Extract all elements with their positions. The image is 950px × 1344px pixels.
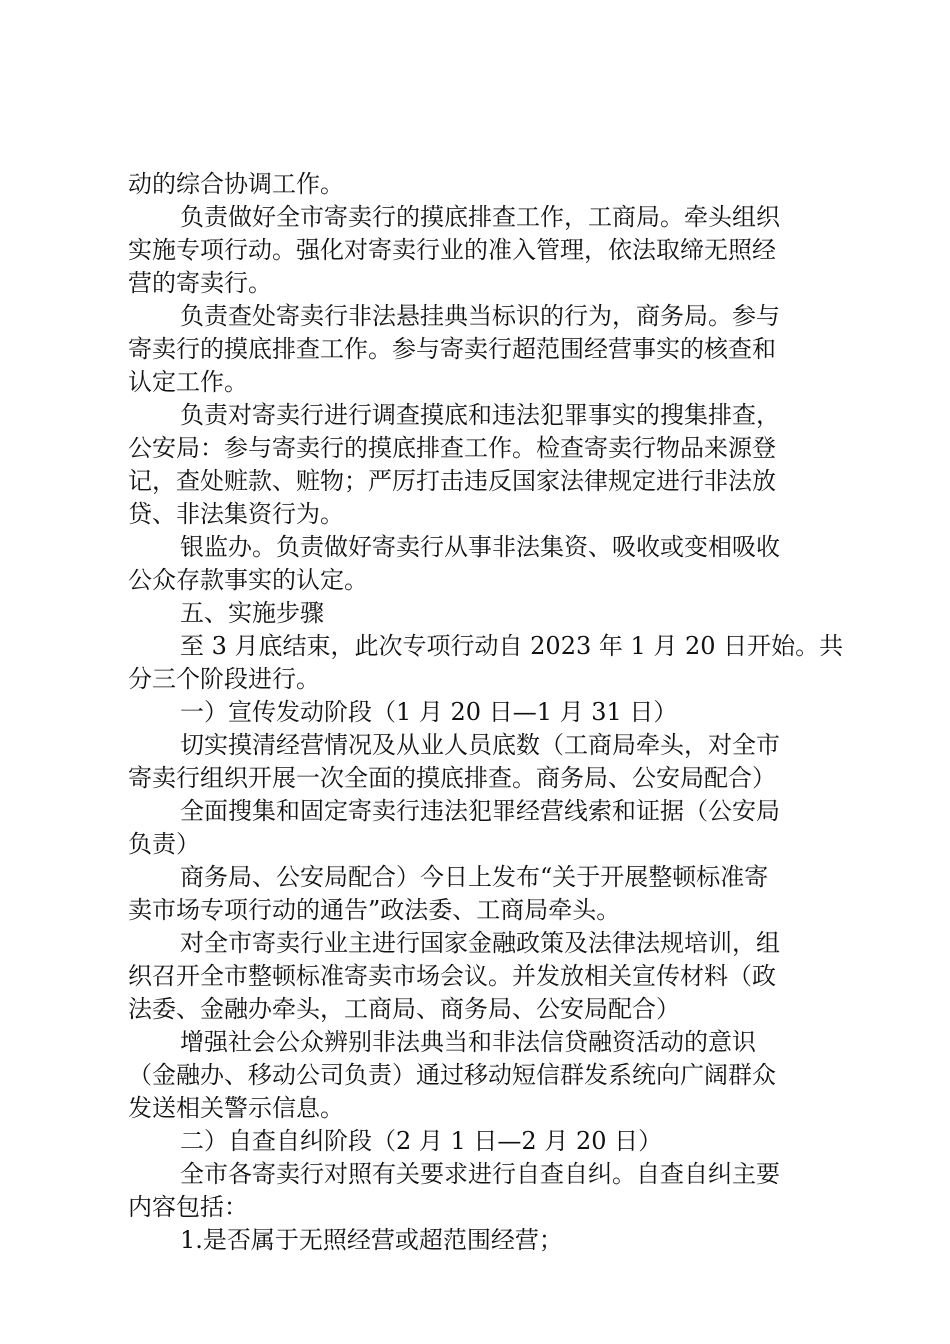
text-line: 银监办。负责做好寄卖行从事非法集资、吸收或变相吸收	[180, 533, 780, 561]
text-line: 对全市寄卖行业主进行国家金融政策及法律法规培训，组	[180, 929, 780, 957]
text-line: 内容包括：	[128, 1193, 248, 1221]
text-line: 1.是否属于无照经营或超范围经营；	[180, 1226, 563, 1254]
text-line: 负责查处寄卖行非法悬挂典当标识的行为，商务局。参与	[180, 302, 780, 330]
text-line: （金融办、移动公司负责）通过移动短信群发系统向广阔群众	[128, 1061, 776, 1089]
text-line: 公安局：参与寄卖行的摸底排查工作。检查寄卖行物品来源登	[128, 434, 776, 462]
text-line: 切实摸清经营情况及从业人员底数（工商局牵头，对全市	[180, 731, 780, 759]
text-line: 寄卖行组织开展一次全面的摸底排查。商务局、公安局配合）	[128, 764, 776, 792]
text-line: 法委、金融办牵头，工商局、商务局、公安局配合）	[128, 995, 680, 1023]
text-line: 发送相关警示信息。	[128, 1094, 344, 1122]
text-line: 五、实施步骤	[180, 599, 324, 627]
text-line: 商务局、公安局配合）今日上发布“关于开展整顿标准寄	[180, 863, 769, 891]
text-line: 寄卖行的摸底排查工作。参与寄卖行超范围经营事实的核查和	[128, 335, 776, 363]
text-line: 全面搜集和固定寄卖行违法犯罪经营线索和证据（公安局	[180, 797, 780, 825]
text-line: 分三个阶段进行。	[128, 665, 320, 693]
text-line: 营的寄卖行。	[128, 269, 272, 297]
text-line: 记，查处赃款、赃物；严厉打击违反国家法律规定进行非法放	[128, 467, 776, 495]
document-body	[128, 168, 844, 1257]
text-line: 一）宣传发动阶段（1 月 20 日—1 月 31 日）	[180, 698, 678, 726]
text-line: 至 3 月底结束，此次专项行动自 2023 年 1 月 20 日开始。共	[180, 632, 844, 660]
text-line: 二）自查自纠阶段（2 月 1 日—2 月 20 日）	[180, 1127, 663, 1155]
text-line: 卖市场专项行动的通告”政法委、工商局牵头。	[128, 896, 621, 924]
text-line: 负责对寄卖行进行调查摸底和违法犯罪事实的搜集排查，	[180, 401, 780, 429]
text-line: 负责）	[128, 830, 200, 858]
text-line: 公众存款事实的认定。	[128, 566, 368, 594]
text-line: 实施专项行动。强化对寄卖行业的准入管理，依法取缔无照经	[128, 236, 776, 264]
text-line: 贷、非法集资行为。	[128, 500, 344, 528]
text-line: 认定工作。	[128, 368, 248, 396]
text-line: 动的综合协调工作。	[128, 170, 344, 198]
text-line: 负责做好全市寄卖行的摸底排查工作，工商局。牵头组织	[180, 203, 780, 231]
text-line: 增强社会公众辨别非法典当和非法信贷融资活动的意识	[180, 1028, 756, 1056]
text-line: 织召开全市整顿标准寄卖市场会议。并发放相关宣传材料（政	[128, 962, 776, 990]
text-line: 全市各寄卖行对照有关要求进行自查自纠。自查自纠主要	[180, 1160, 780, 1188]
